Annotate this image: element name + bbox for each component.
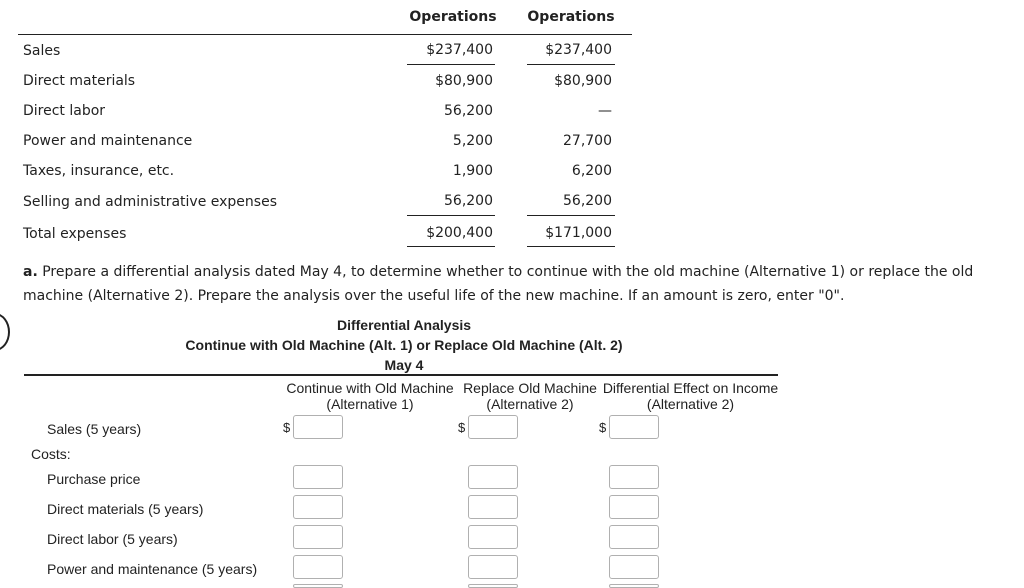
subtotal-rule xyxy=(407,64,495,65)
row-value-col1: 56,200 xyxy=(444,193,493,209)
row-value-col2: 6,200 xyxy=(571,163,612,179)
row-value-col1: 5,200 xyxy=(452,133,493,149)
direct-materials-alt1-input[interactable] xyxy=(293,495,343,519)
power-maintenance-differential-input[interactable] xyxy=(609,555,659,579)
instructions-label: a. xyxy=(23,264,38,280)
column-header-line: Replace Old Machine xyxy=(463,380,597,396)
instructions-text: Prepare a differential analysis dated May 4, to determine whether to continue with the old machine (Alternative 1) or replace the old machine (Alternative 2). Prepare the analysis over the useful life of the new machine. If an amount is zero, enter "0". xyxy=(23,264,974,304)
section-marker-icon xyxy=(0,313,10,351)
analysis-row-label: Power and maintenance (5 years) xyxy=(47,561,258,577)
power-maintenance-alt1-input[interactable] xyxy=(293,555,343,579)
row-value-col1: 1,900 xyxy=(452,163,493,179)
analysis-row-label: Sales (5 years) xyxy=(47,421,142,437)
column-header-alt1 xyxy=(280,380,460,412)
costs-heading: Costs: xyxy=(31,446,71,462)
col1-header: Operations xyxy=(409,9,497,25)
row-value-col2: $80,900 xyxy=(554,73,612,89)
row-label: Direct materials xyxy=(23,73,136,89)
purchase-price-alt2-input[interactable] xyxy=(468,465,518,489)
analysis-rule xyxy=(24,374,778,376)
row-value-col2: — xyxy=(598,103,612,119)
total-rule xyxy=(407,246,495,247)
sales-differential-input[interactable] xyxy=(609,415,659,439)
analysis-row-label: Direct labor (5 years) xyxy=(47,531,178,547)
row-value-col1: $200,400 xyxy=(426,225,493,241)
next-row-alt1-input[interactable] xyxy=(293,584,343,588)
subtotal-rule xyxy=(407,215,495,216)
purchase-price-alt1-input[interactable] xyxy=(293,465,343,489)
next-row-alt2-input[interactable] xyxy=(468,584,518,588)
analysis-row-label: Direct materials (5 years) xyxy=(47,501,204,517)
column-header-alt2 xyxy=(455,380,605,412)
row-label: Taxes, insurance, etc. xyxy=(23,163,175,179)
next-row-differential-input[interactable] xyxy=(609,584,659,588)
row-label-total: Total expenses xyxy=(23,226,127,242)
analysis-row-label: Purchase price xyxy=(47,471,141,487)
column-header-differential xyxy=(598,380,783,412)
column-header-line: (Alternative 2) xyxy=(646,396,735,412)
column-header-line: Differential Effect on Income xyxy=(602,380,779,396)
direct-materials-alt2-input[interactable] xyxy=(468,495,518,519)
sales-alt2-input[interactable] xyxy=(468,415,518,439)
row-value-col2: $237,400 xyxy=(545,42,612,58)
column-header-line: Continue with Old Machine xyxy=(286,380,454,396)
row-value-col2: $171,000 xyxy=(545,225,612,241)
col2-header: Operations xyxy=(527,9,615,25)
instructions xyxy=(23,260,1013,308)
dollar-sign: $ xyxy=(283,420,291,435)
row-label: Selling and administrative expenses xyxy=(23,194,277,210)
sales-alt1-input[interactable] xyxy=(293,415,343,439)
direct-materials-differential-input[interactable] xyxy=(609,495,659,519)
direct-labor-alt1-input[interactable] xyxy=(293,525,343,549)
row-label: Power and maintenance xyxy=(23,133,193,149)
row-value-col2: 56,200 xyxy=(563,193,612,209)
row-value-col1: 56,200 xyxy=(444,103,493,119)
purchase-price-differential-input[interactable] xyxy=(609,465,659,489)
row-value-col2: 27,700 xyxy=(563,133,612,149)
direct-labor-alt2-input[interactable] xyxy=(468,525,518,549)
analysis-date: May 4 xyxy=(384,357,424,373)
subtotal-rule xyxy=(527,64,615,65)
column-header-line: (Alternative 1) xyxy=(326,396,414,412)
subtotal-rule xyxy=(527,215,615,216)
analysis-subtitle: Continue with Old Machine (Alt. 1) or Replace Old Machine (Alt. 2) xyxy=(185,337,623,353)
row-value-col1: $237,400 xyxy=(426,42,493,58)
column-header-line: (Alternative 2) xyxy=(486,396,574,412)
total-rule xyxy=(527,246,615,247)
row-label: Direct labor xyxy=(23,103,106,119)
dollar-sign: $ xyxy=(458,420,466,435)
power-maintenance-alt2-input[interactable] xyxy=(468,555,518,579)
header-rule xyxy=(18,34,632,35)
analysis-title: Differential Analysis xyxy=(336,317,472,333)
row-value-col1: $80,900 xyxy=(435,73,493,89)
dollar-sign: $ xyxy=(599,420,607,435)
direct-labor-differential-input[interactable] xyxy=(609,525,659,549)
row-label: Sales xyxy=(23,43,61,59)
